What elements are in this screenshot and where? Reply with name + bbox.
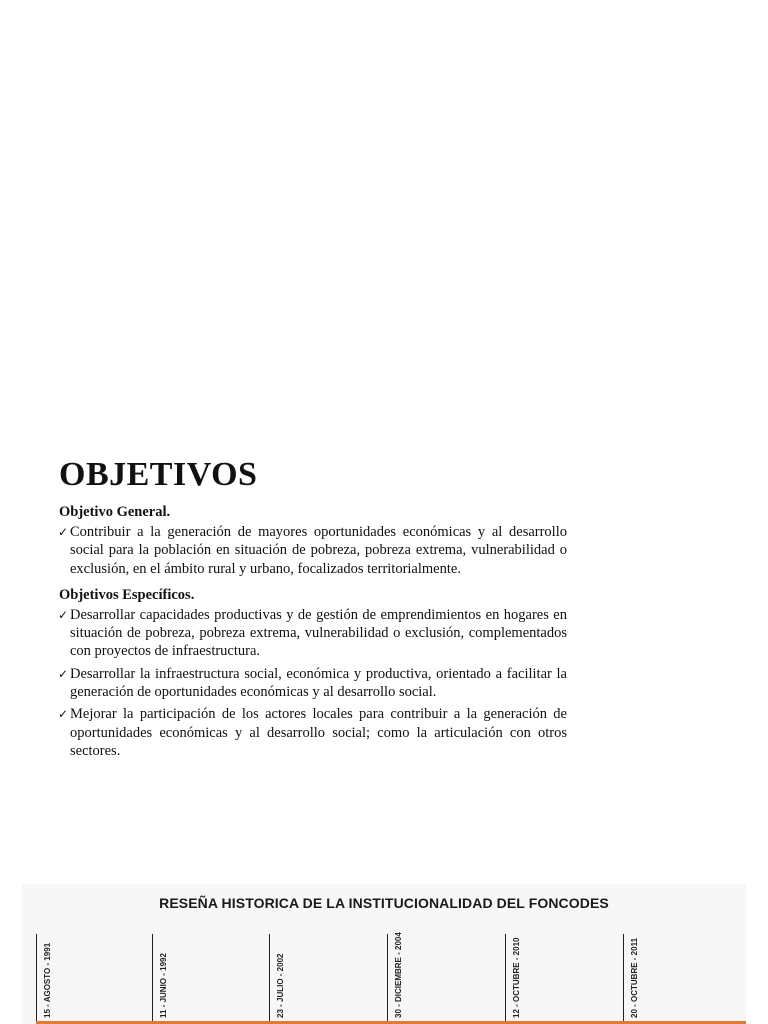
timeline-tick [387, 934, 388, 1024]
page-title: OBJETIVOS [59, 456, 258, 493]
general-objective-list [59, 523, 567, 578]
timeline-date: 11 - JUNIO - 1992 [159, 953, 168, 1018]
specific-objectives-list [59, 606, 567, 760]
timeline-tick [505, 934, 506, 1024]
check-icon: ✓ [58, 666, 69, 681]
list-item [59, 665, 567, 702]
timeline-date: 20 - OCTUBRE - 2011 [630, 937, 639, 1018]
check-icon: ✓ [58, 607, 69, 622]
timeline-date: 15 - AGOSTO - 1991 [43, 942, 52, 1018]
timeline-title: RESEÑA HISTORICA DE LA INSTITUCIONALIDAD DEL FONCODES [159, 895, 609, 911]
check-icon: ✓ [58, 707, 69, 722]
timeline-date: 30 - DICIEMBRE - 2004 [394, 932, 403, 1018]
list-item [59, 606, 567, 661]
list-item-text: Mejorar la participación de los actores locales para contribuir a la generación de oportunidades económicas y al desarrollo social; como la articulación con otros sectores. [70, 706, 567, 759]
list-item-text: Desarrollar la infraestructura social, económica y productiva, orientado a facilitar la generación de oportunidades económicas y al desarrollo social. [70, 665, 567, 701]
general-objective-heading: Objetivo General. [59, 504, 171, 520]
list-item [59, 705, 567, 760]
history-timeline [22, 884, 746, 1024]
list-item-text: Contribuir a la generación de mayores oportunidades económicas y al desarrollo social para la población en situación de pobreza, pobreza extrema, vulnerabilidad o exclusión, en el ámbito rural y urbano, focalizados territorialmente. [70, 524, 567, 577]
timeline-tick [623, 934, 624, 1024]
timeline-tick [152, 934, 153, 1024]
timeline-date: 12 - OCTUBRE - 2010 [512, 937, 521, 1018]
timeline-date: 23 - JULIO - 2002 [276, 953, 285, 1018]
timeline-tick [36, 934, 37, 1024]
check-icon: ✓ [58, 525, 69, 539]
timeline-tick [269, 934, 270, 1024]
specific-objectives-heading: Objetivos Específicos. [59, 586, 195, 603]
document-body [59, 455, 567, 764]
list-item-text: Desarrollar capacidades productivas y de gestión de emprendimientos en hogares en situación de pobreza, pobreza extrema, vulnerabilidad o exclusión, complementados con proyectos de infraestructura. [70, 606, 567, 660]
list-item [59, 523, 567, 578]
